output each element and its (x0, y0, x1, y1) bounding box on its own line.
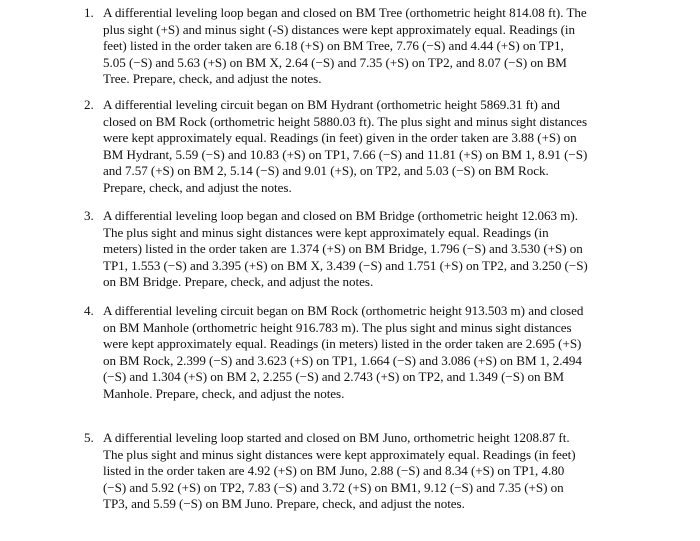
text-line: feet) listed in the order taken are 6.18 (+S) on BM Tree, 7.76 (−S) and 4.44 (+S) on TP1, (103, 38, 564, 54)
problem-text (103, 208, 623, 291)
text-line: A differential leveling circuit began on BM Rock (orthometric height 913.503 m) and closed (103, 303, 584, 318)
text-line: (−S) and 1.304 (+S) on BM 2, 2.255 (−S) and 2.743 (+S) on TP2, and 1.349 (−S) on BM (103, 369, 564, 385)
text-line: on BM Bridge. Prepare, check, and adjust the notes. (103, 274, 374, 290)
text-line: listed in the order taken are 4.92 (+S) on BM Juno, 2.88 (−S) and 8.34 (+S) on TP1, 4.80 (103, 463, 565, 479)
text-line: Manhole. Prepare, check, and adjust the notes. (103, 385, 345, 401)
text-line: A differential leveling loop began and closed on BM Bridge (orthometric height 12.063 m). (103, 208, 578, 223)
text-line: A differential leveling circuit began on BM Hydrant (orthometric height 5869.31 ft) and (103, 97, 560, 112)
text-line: (−S) and 5.92 (+S) on TP2, 7.83 (−S) and 3.72 (+S) on BM1, 9.12 (−S) and 7.35 (+S) on (103, 479, 564, 495)
text-line: A differential leveling loop began and closed on BM Tree (orthometric height 814.08 ft). The (103, 5, 587, 20)
problem-number: 4. (84, 303, 94, 318)
problem-number: 1. (84, 5, 94, 20)
problem-text (103, 5, 623, 88)
text-line: were kept approximately equal. Readings (in meters) listed in the order taken are 2.695 (+S) (103, 336, 582, 352)
text-line: closed on BM Rock (orthometric height 5880.03 ft). The plus sight and minus sight distances (103, 113, 587, 129)
text-line: on BM Manhole (orthometric height 916.783 m). The plus sight and minus sight distances (103, 319, 572, 335)
problem-text (103, 97, 623, 197)
text-line: meters) listed in the order taken are 1.374 (+S) on BM Bridge, 1.796 (−S) and 3.530 (+S) on (103, 241, 583, 257)
text-line: TP3, and 5.59 (−S) on BM Juno. Prepare, check, and adjust the notes. (103, 496, 465, 512)
problem-number: 5. (84, 430, 94, 445)
text-line: were kept approximately equal. Readings (in feet) given in the order taken are 3.88 (+S) on (103, 130, 577, 146)
text-line: Tree. Prepare, check, and adjust the notes. (103, 71, 322, 87)
text-line: on BM Rock, 2.399 (−S) and 3.623 (+S) on TP1, 1.664 (−S) and 3.086 (+S) on BM 1, 2.494 (103, 352, 582, 368)
problem-text (103, 430, 623, 513)
problem-text (103, 303, 623, 403)
problem-number: 3. (84, 208, 94, 223)
text-line: TP1, 1.553 (−S) and 3.395 (+S) on BM X, 3.439 (−S) and 1.751 (+S) on TP2, and 3.250 (−S) (103, 257, 588, 273)
text-line: 5.05 (−S) and 5.63 (+S) on BM X, 2.64 (−S) and 7.35 (+S) on TP2, and 8.07 (−S) on BM (103, 54, 567, 70)
text-line: The plus sight and minus sight distances were kept approximately equal. Readings (in (103, 224, 549, 240)
problem-number: 2. (84, 97, 94, 112)
text-line: BM Hydrant, 5.59 (−S) and 10.83 (+S) on TP1, 7.66 (−S) and 11.81 (+S) on BM 1, 8.91 (−S) (103, 146, 588, 162)
text-line: plus sight (+S) and minus sight (-S) distances were kept approximately equal. Readings (in (103, 21, 575, 37)
text-line: and 7.57 (+S) on BM 2, 5.14 (−S) and 9.01 (+S), on TP2, and 5.03 (−S) on BM Rock. (103, 163, 549, 179)
text-line: Prepare, check, and adjust the notes. (103, 179, 292, 195)
text-line: A differential leveling loop started and closed on BM Juno, orthometric height 1208.87 ft. (103, 430, 570, 445)
text-line: The plus sight and minus sight distances were kept approximately equal. Readings (in feet) (103, 446, 576, 462)
